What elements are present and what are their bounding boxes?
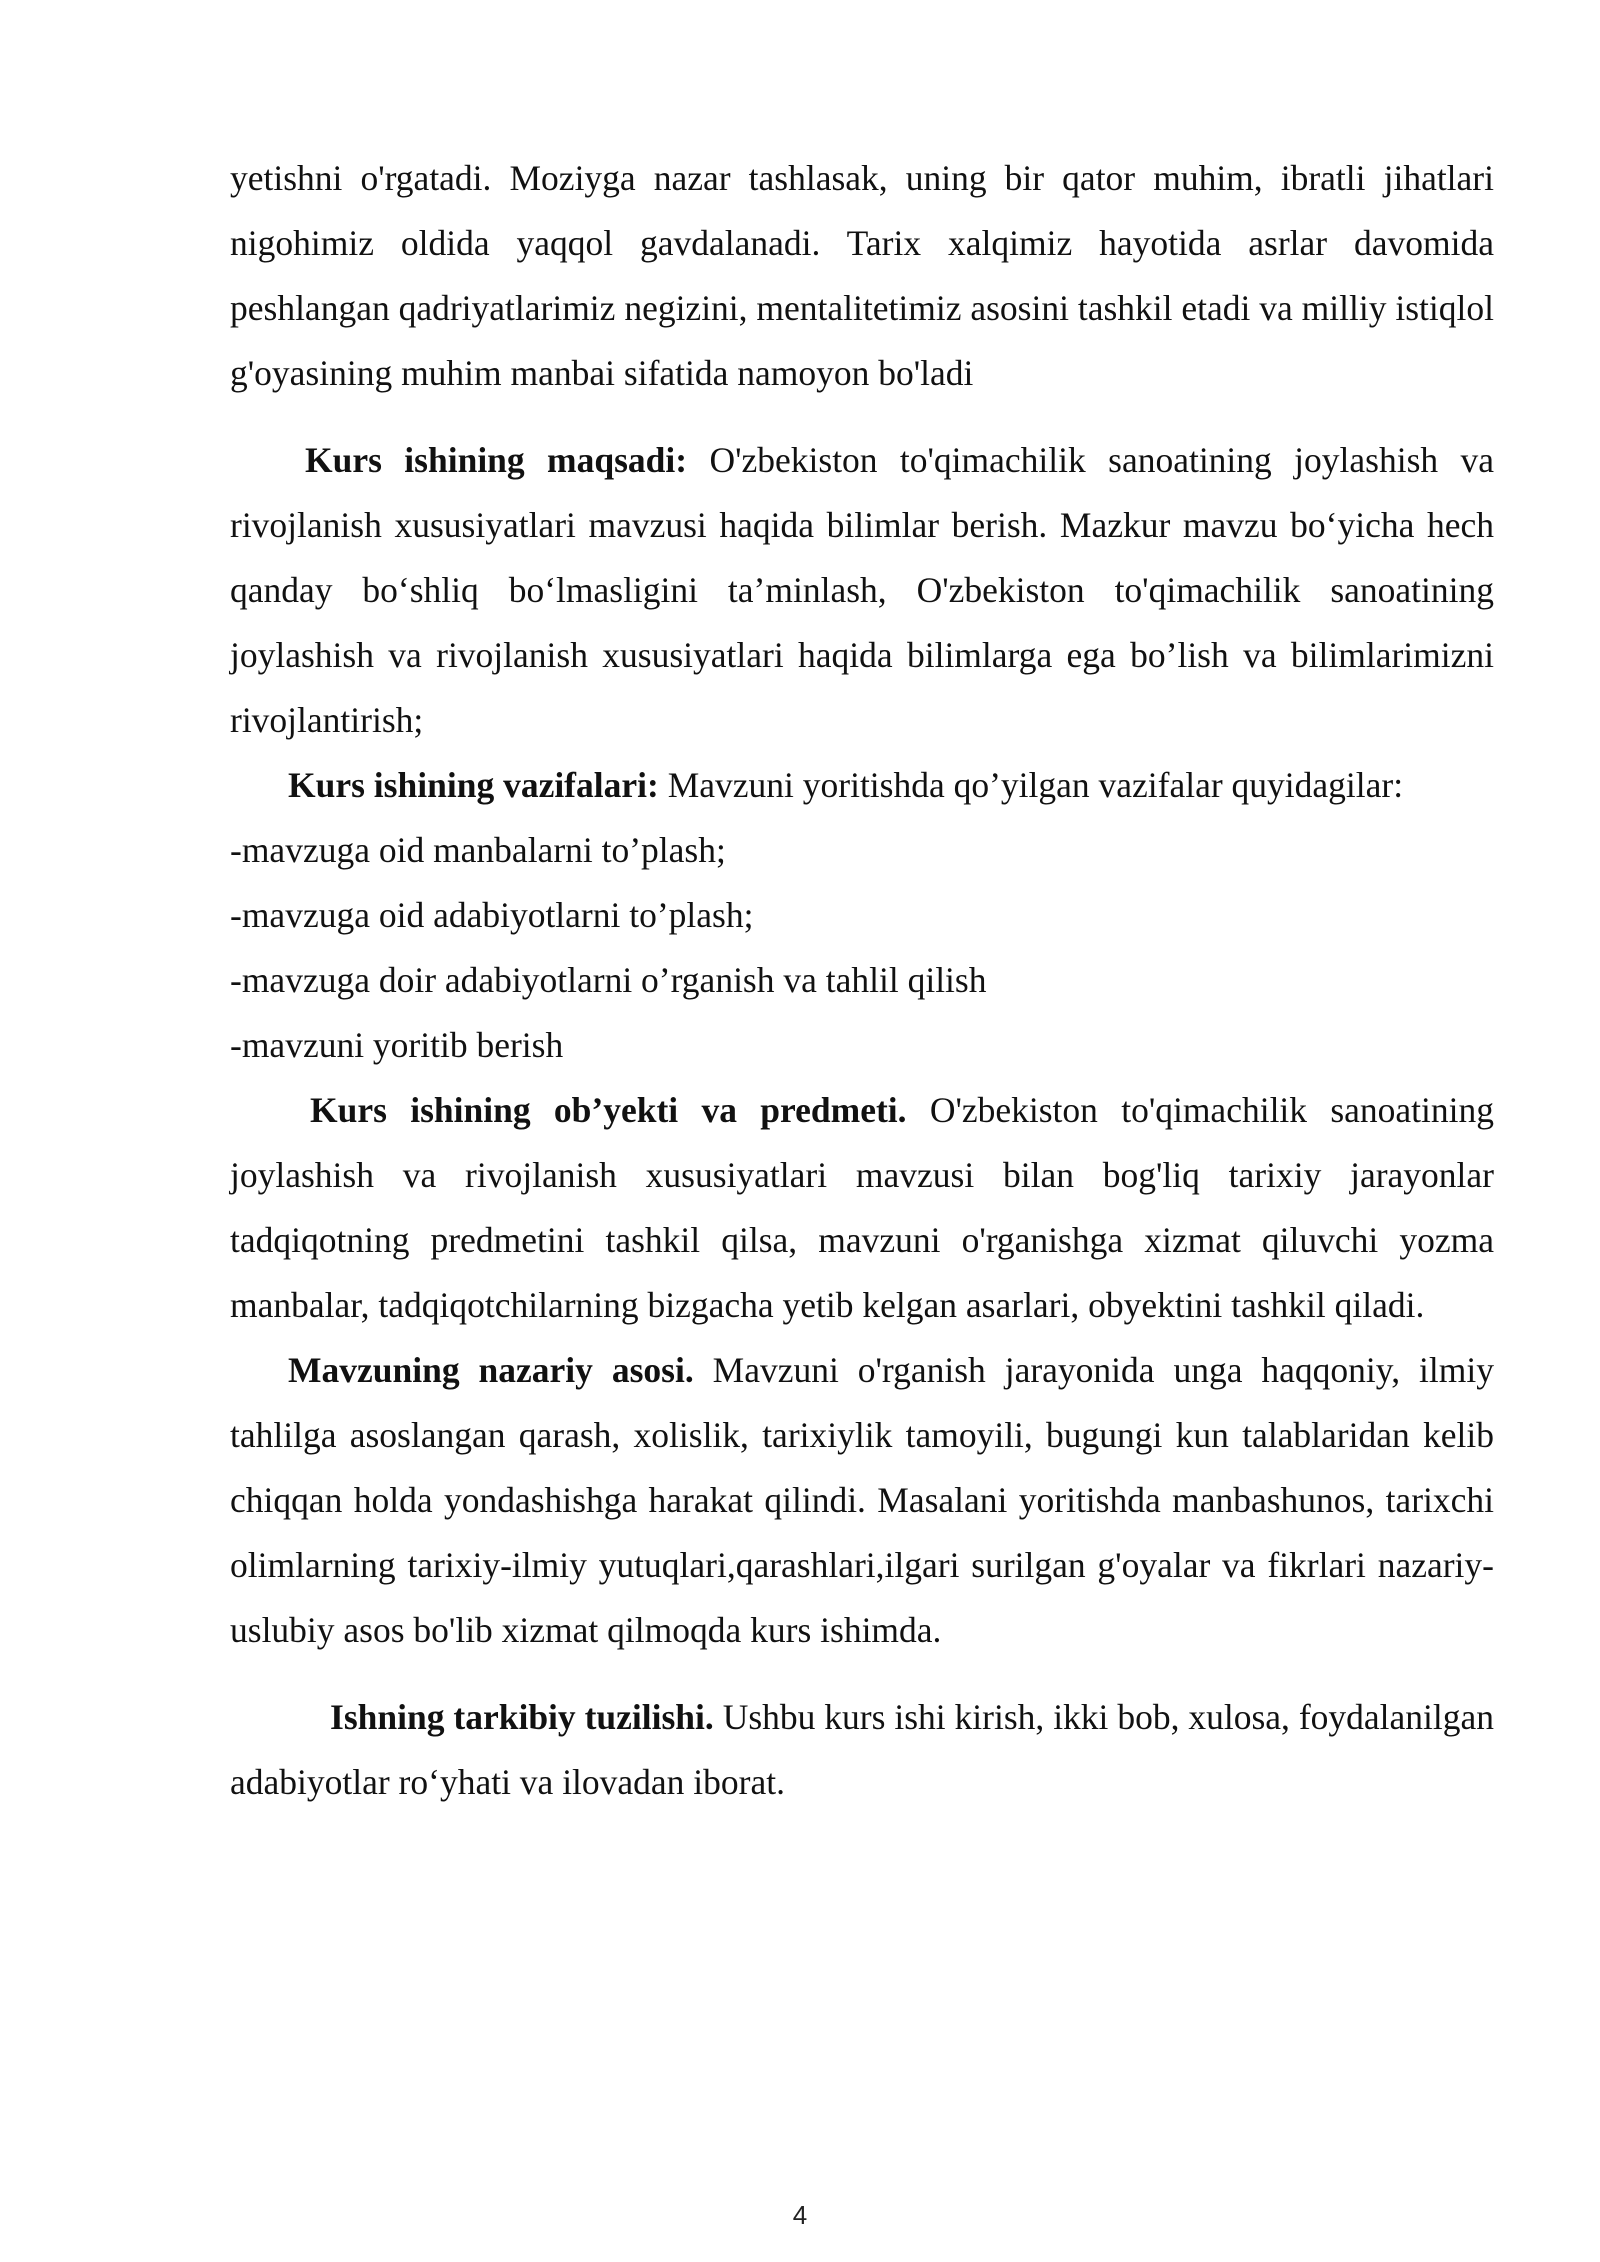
goal-text: O'zbekiston to'qimachilik sanoatining joylashish va rivojlanish xususiyatlari mavzusi haqida bilimlar berish. Mazkur mavzu bo‘yicha hech qanday bo‘shliq bo‘lmasligini ta’minlash, O'zbekiston to'qimachilik sanoatining joylashish va rivojlanish xususiyatlari haqida bilimlarga ega bo’lish va bilimlarimizni rivojlantirish; xyxy=(230,440,1495,740)
tasks-list-item: -mavzuga doir adabiyotlarni o’rganish va tahlil qilish xyxy=(230,960,987,1000)
theory-text: Mavzuni o'rganish jarayonida unga haqqoniy, ilmiy tahlilga asoslangan qarash, xolislik, tarixiylik tamoyili, bugungi kun talablaridan kelib chiqqan holda yondashishga harakat qilindi. Masalani yoritishda manbashunos, tarixchi olimlarning tarixiy-ilmiy yutuqlari,qarashlari,ilgari surilgan g'oyalar va fikrlari nazariy-uslubiy asos bo'lib xizmat qilmoqda kurs ishimda. xyxy=(230,1350,1494,1650)
object-paragraph xyxy=(230,1078,1494,1338)
object-text: O'zbekiston to'qimachilik sanoatining joylashish va rivojlanish xususiyatlari mavzusi bilan bog'liq tarixiy jarayonlar tadqiqotning predmetini tashkil qilsa, mavzuni o'rganishga xizmat qiluvchi yozma manbalar, tadqiqotchilarning bizgacha yetib kelgan asarlari, obyektini tashkil qiladi. xyxy=(230,1090,1495,1325)
goal-heading: Kurs ishining maqsadi: xyxy=(305,440,688,480)
theory-paragraph xyxy=(230,1338,1494,1663)
tasks-paragraph xyxy=(230,753,1494,818)
page-number: 4 xyxy=(792,2200,808,2230)
goal-paragraph xyxy=(230,428,1494,753)
theory-heading: Mavzuning nazariy asosi. xyxy=(288,1350,694,1390)
tasks-list-item: -mavzuga oid manbalarni to’plash; xyxy=(230,830,726,870)
structure-paragraph xyxy=(230,1685,1494,1815)
object-heading: Kurs ishining ob’yekti va predmeti. xyxy=(310,1090,907,1130)
tasks-text: Mavzuni yoritishda qo’yilgan vazifalar quyidagilar: xyxy=(658,765,1404,805)
tasks-heading: Kurs ishining vazifalari: xyxy=(288,765,659,805)
page-body xyxy=(230,146,1494,1815)
structure-text: Ushbu kurs ishi kirish, ikki bob, xulosa, foydalanilgan adabiyotlar ro‘yhati va ilovadan iborat. xyxy=(230,1697,1494,1802)
intro-paragraph: yetishni o'rgatadi. Moziyga nazar tashlasak, uning bir qator muhim, ibratli jihatlari nigohimiz oldida yaqqol gavdalanadi. Tarix xalqimiz hayotida asrlar davomida peshlangan qadriyatlarimiz negizini, mentalitetimiz asosini tashkil etadi va milliy istiqlol g'oyasining muhim manbai sifatida namoyon bo'ladi xyxy=(230,158,1494,393)
structure-heading: Ishning tarkibiy tuzilishi. xyxy=(330,1697,714,1737)
tasks-list-item: -mavzuni yoritib berish xyxy=(230,1025,564,1065)
tasks-list-item: -mavzuga oid adabiyotlarni to’plash; xyxy=(230,895,754,935)
